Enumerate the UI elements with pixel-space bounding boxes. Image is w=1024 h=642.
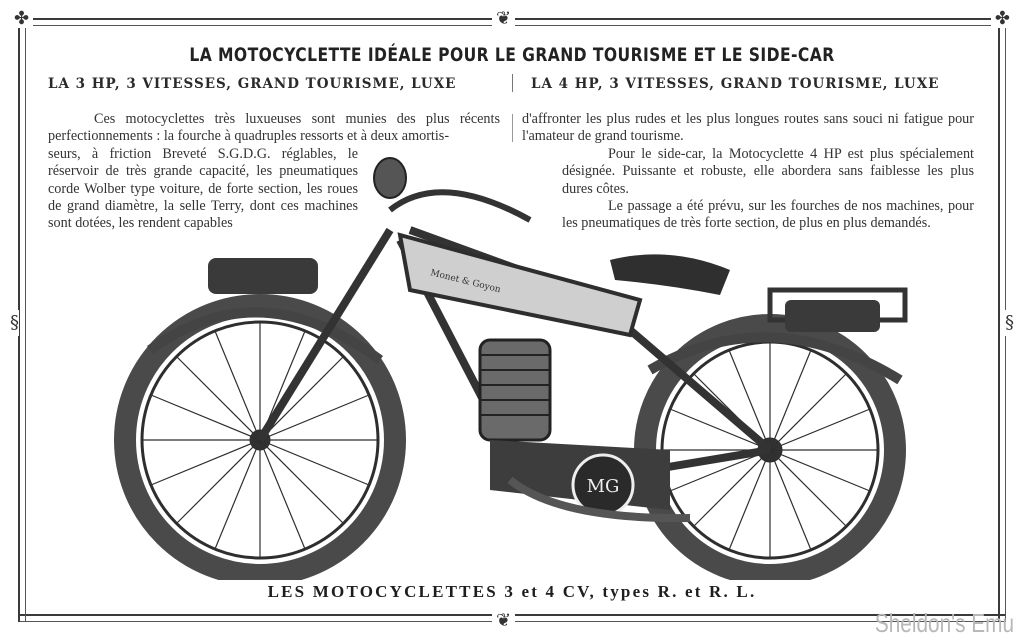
- left-column-intro: [48, 111, 500, 146]
- subtitle-4hp: LA 4 HP, 3 VITESSES, GRAND TOURISME, LUXE: [531, 76, 940, 92]
- flourish-bottom-icon: ❦: [492, 612, 515, 630]
- corner-ornament-icon: ✤: [10, 10, 33, 28]
- tyre-paragraph: Le passage a été prévu, sur les fourches de nos machines, pour les pneumatiques de très forte section, de plus en plus demandés.: [562, 197, 974, 232]
- border-left: [18, 18, 26, 622]
- front-number-plate: [208, 258, 318, 294]
- motorcycle-illustration: [110, 150, 940, 580]
- saddle: [610, 254, 730, 295]
- tank-label: Monet & Goyon: [429, 268, 502, 296]
- column-divider: [512, 74, 513, 92]
- toolbox: [785, 300, 880, 332]
- sidecar-paragraph: Pour le side-car, la Motocyclette 4 HP est plus spécialement désignée. Puissante et robuste, elle abordera sans faiblesse les plus dures côtes.: [562, 146, 974, 197]
- footer-caption: LES MOTOCYCLETTES 3 et 4 CV, types R. et R. L.: [267, 582, 757, 601]
- mg-badge: MG: [586, 476, 620, 497]
- handlebar: [390, 192, 530, 220]
- flourish-right-icon: §: [1005, 310, 1014, 336]
- watermark: Sheldon's Emu: [874, 608, 1014, 638]
- fuel-tank: [400, 235, 640, 335]
- right-column-intro: d'affronter les plus rudes et les plus longues routes sans souci ni fatigue pour l'amateur de grand tourisme.: [522, 111, 974, 145]
- flourish-top-icon: ❦: [492, 10, 515, 28]
- subtitle-3hp: LA 3 HP, 3 VITESSES, GRAND TOURISME, LUXE: [48, 76, 457, 92]
- headlamp: [374, 158, 406, 198]
- page-title: LA MOTOCYCLETTE IDÉALE POUR LE GRAND TOURISME ET LE SIDE-CAR: [189, 44, 835, 66]
- flourish-left-icon: §: [10, 310, 19, 336]
- corner-ornament-icon: ✤: [991, 10, 1014, 28]
- left-column-body: seurs, à friction Breveté S.G.D.G. réglables, le réservoir de très grande capacité, les pneumatiques corde Wolber type voiture, de forte section, les roues de grand diamètre, la selle Terry, dont ces machines sont dotées, les rendent capables: [48, 146, 358, 232]
- column-divider: [512, 114, 513, 142]
- left-paragraph-start: Ces motocyclettes très luxueuses sont munies des plus récents perfectionnements : la fourche à quadruples ressorts et à deux amortis-: [48, 111, 500, 145]
